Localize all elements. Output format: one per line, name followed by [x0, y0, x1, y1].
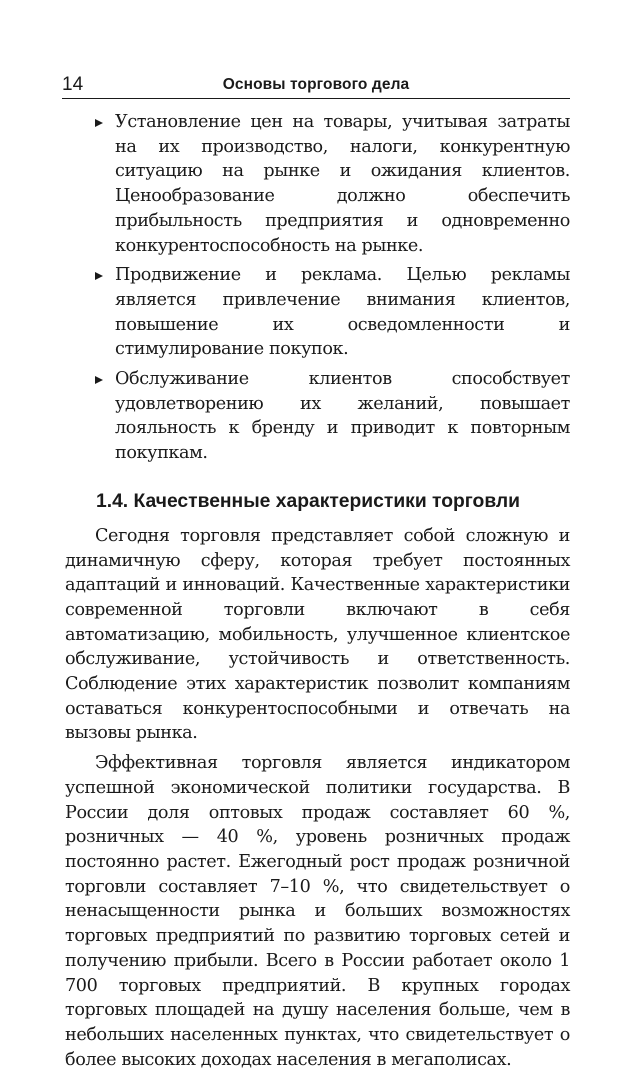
bullet-text: Обслуживание клиентов способствует удовлетворению их желаний, повышает лояльность к бренду и приводит к повторным покупкам.: [115, 369, 570, 464]
bullet-item-service: [65, 367, 570, 466]
header-rule: [62, 98, 570, 99]
paragraph-intro: Сегодня торговля представляет собой сложную и динамичную сферу, которая требует постоянных адаптаций и инноваций. Качественные характеристики современной торговли включают в себя автоматизацию, мобильность, улучшенное клиентское обслуживание, устойчивость и ответственность. Соблюдение этих характеристик позволит компаниям оставаться конкурентоспособными и отвечать на вызовы рынка.: [65, 525, 570, 744]
bullet-item-promotion: [65, 263, 570, 362]
bullet-item-pricing: [65, 110, 570, 258]
triangle-bullet-icon: [95, 119, 103, 127]
page-header: [62, 70, 570, 100]
running-title: Основы торгового дела: [222, 76, 410, 93]
triangle-bullet-icon: [95, 376, 103, 384]
section-heading: 1.4. Качественные характеристики торговли: [96, 490, 521, 512]
bullet-list: [65, 110, 570, 466]
triangle-bullet-icon: [95, 272, 103, 280]
paragraph-statistics: Эффективная торговля является индикатором успешной экономической политики государства. В России доля оптовых продаж составляет 60 %, розничных — 40 %, уровень розничных продаж постоянно растет. Ежегодный рост продаж розничной торговли составляет 7–10 %, что свидетельствует о ненасыщенности рынка и больших возможностях торговых предприятий по развитию торговых сетей и получению прибыли. Всего в России работает около 1 700 торговых предприятий. В крупных городах торговых площадей на душу населения больше, чем в небольших населенных пунктах, что свидетельствует о более высоких доходах населения в мегаполисах.: [65, 753, 570, 1070]
page-body: [65, 110, 570, 1077]
bullet-text: Установление цен на товары, учитывая затраты на их производство, налоги, конкурентную ситуацию на рынке и ожидания клиентов. Ценообразование должно обеспечить прибыльность предприятия и одновременно конкурентоспособность на рынке.: [115, 112, 570, 256]
page-number: 14: [62, 74, 84, 95]
bullet-text: Продвижение и реклама. Целью рекламы является привлечение внимания клиентов, повышение их осведомленности и стимулирование покупок.: [115, 265, 570, 360]
